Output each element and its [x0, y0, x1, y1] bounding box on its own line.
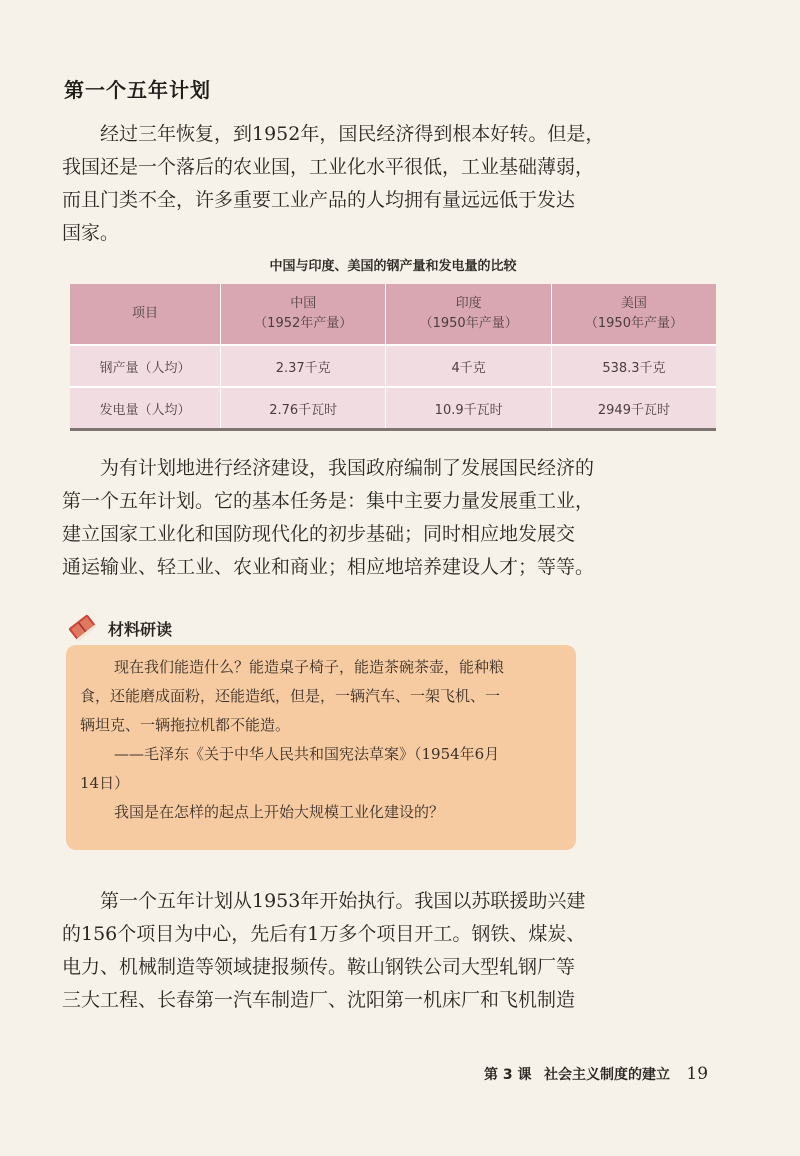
book-icon: [66, 612, 98, 642]
paragraph-line: 为有计划地进行经济建设，我国政府编制了发展国民经济的: [100, 457, 595, 479]
table-cell: 4千克: [386, 345, 551, 387]
paragraph-line: 我国还是一个落后的农业国，工业化水平很低，工业基础薄弱，: [62, 156, 595, 178]
table-cell: 2.37千克: [221, 345, 386, 387]
table-row: [70, 387, 716, 430]
table-title: 中国与印度、美国的钢产量和发电量的比较: [269, 259, 517, 274]
header-sublabel: （1952年产量）: [254, 316, 353, 331]
quote-source-line: 14日）: [80, 774, 130, 792]
table-cell: 2949千瓦时: [551, 387, 716, 430]
paragraph-intro: [62, 118, 605, 250]
paragraph-line: 经过三年恢复，到1952年，国民经济得到根本好转。但是，: [100, 123, 605, 145]
table-header-cell: [221, 284, 386, 345]
paragraph-line: 电力、机械制造等领域捷报频传。鞍山钢铁公司大型轧钢厂等: [62, 956, 576, 978]
paragraph-line: 第一个五年计划从1953年开始执行。我国以苏联援助兴建: [100, 890, 586, 912]
table-header-cell: [386, 284, 551, 345]
paragraph-line: 国家。: [62, 222, 120, 244]
table-cell: 钢产量（人均）: [70, 345, 221, 387]
paragraph-execution: [62, 885, 586, 1017]
paragraph-line: 的156个项目为中心，先后有1万多个项目开工。钢铁、煤炭、: [62, 923, 586, 945]
table-cell: 2.76千瓦时: [221, 387, 386, 430]
paragraph-line: 而且门类不全，许多重要工业产品的人均拥有量远远低于发达: [62, 189, 576, 211]
header-label: 中国: [290, 296, 317, 311]
table-header-cell: [70, 284, 221, 345]
quote-line: 食，还能磨成面粉，还能造纸，但是，一辆汽车、一架飞机、一: [80, 687, 501, 705]
lesson-number: 第 3 课: [484, 1067, 532, 1083]
table-row: [70, 345, 716, 387]
page-footer: [484, 1064, 708, 1084]
material-reading-text: [80, 653, 572, 827]
header-sublabel: （1950年产量）: [419, 316, 518, 331]
quote-source-line: ——毛泽东《关于中华人民共和国宪法草案》（1954年6月: [114, 745, 500, 763]
table-header-row: [70, 284, 716, 345]
paragraph-line: 建立国家工业化和国防现代化的初步基础；同时相应地发展交: [62, 523, 576, 545]
table-cell: 10.9千瓦时: [386, 387, 551, 430]
paragraph-line: 三大工程、长春第一汽车制造厂、沈阳第一机床厂和飞机制造: [62, 989, 576, 1011]
table-cell: 发电量（人均）: [70, 387, 221, 430]
header-label: 项目: [131, 306, 158, 321]
quote-line: 辆坦克、一辆拖拉机都不能造。: [80, 716, 291, 734]
question-line: 我国是在怎样的起点上开始大规模工业化建设的？: [114, 803, 445, 821]
quote-line: 现在我们能造什么？能造桌子椅子，能造茶碗茶壶，能种粮: [114, 658, 505, 676]
header-sublabel: （1950年产量）: [584, 316, 683, 331]
header-label: 美国: [620, 296, 647, 311]
page-number: 19: [686, 1064, 709, 1084]
paragraph-plan: [62, 452, 595, 584]
table-header-cell: [551, 284, 716, 345]
header-label: 印度: [455, 296, 482, 311]
lesson-title: 社会主义制度的建立: [543, 1067, 670, 1083]
paragraph-line: 通运输业、轻工业、农业和商业；相应地培养建设人才；等等。: [62, 556, 595, 578]
table-cell: 538.3千克: [551, 345, 716, 387]
section-title: 第一个五年计划: [64, 78, 211, 102]
material-reading-title: 材料研读: [108, 620, 173, 639]
paragraph-line: 第一个五年计划。它的基本任务是：集中主要力量发展重工业，: [62, 490, 595, 512]
comparison-table: [70, 284, 716, 431]
